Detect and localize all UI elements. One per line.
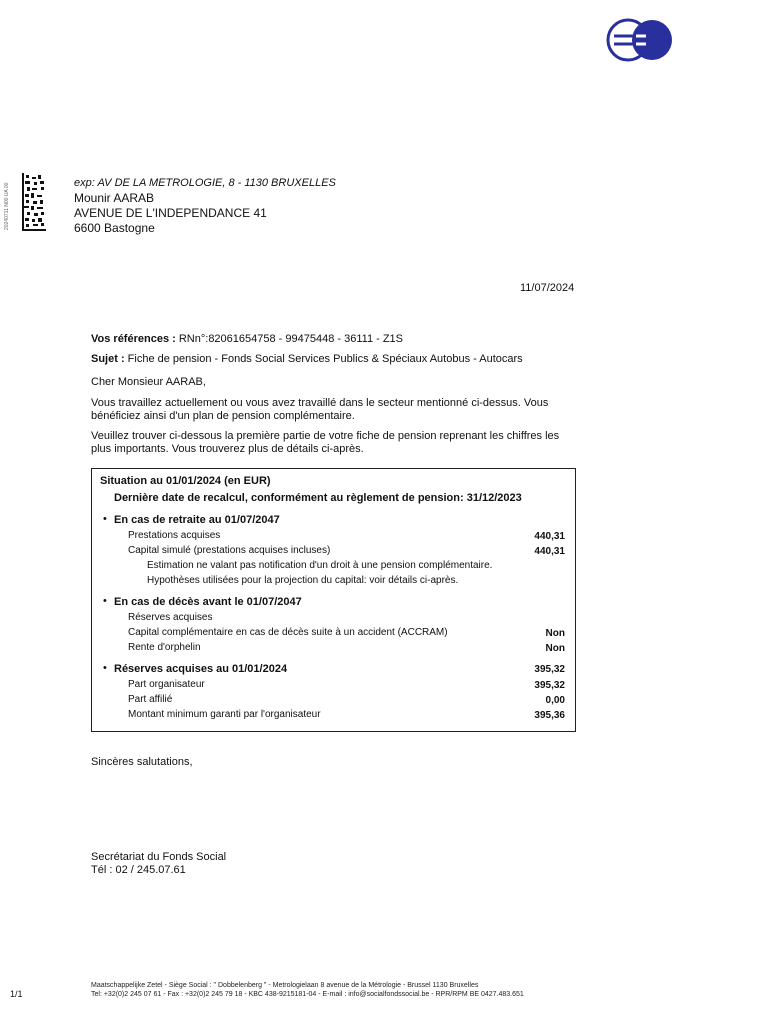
box-subtitle: Dernière date de recalcul, conformément au règlement de pension: 31/12/2023	[114, 492, 522, 504]
sender-address: exp: AV DE LA METROLOGIE, 8 - 1130 BRUXELLES	[74, 177, 336, 189]
company-logo	[606, 18, 674, 62]
subject-label: Sujet :	[91, 353, 125, 365]
section-reserves-heading: Réserves acquises au 01/01/2024	[114, 663, 288, 675]
page-footer	[91, 981, 524, 999]
simulated-capital-label: Capital simulé (prestations acquises incluses)	[128, 545, 331, 556]
bullet-icon: •	[103, 662, 107, 674]
box-title: Situation au 01/01/2024 (en EUR)	[100, 475, 271, 487]
hypotheses-note: Hypothèses utilisées pour la projection du capital: voir détails ci-après.	[147, 575, 459, 586]
orphan-rent-value: Non	[545, 643, 565, 654]
pension-summary-box	[91, 468, 576, 732]
page-number: 1/1	[10, 989, 23, 999]
datamatrix-code-label: 20240711 N00 UA 00	[4, 182, 10, 230]
acquired-benefits-value: 440,31	[534, 531, 565, 542]
paragraph-details: Veuillez trouver ci-dessous la première partie de votre fiche de pension reprenant les chiffres les plus importants. Vous trouverez plus de détails ci-après.	[91, 430, 560, 455]
orphan-rent-label: Rente d'orphelin	[128, 642, 201, 653]
references-label: Vos références :	[91, 333, 176, 345]
signature-phone: Tél : 02 / 245.07.61	[91, 864, 186, 876]
section-retirement-heading: En cas de retraite au 01/07/2047	[114, 514, 280, 526]
paragraph-intro: Vous travaillez actuellement ou vous avez travaillé dans le secteur mentionné ci-dessus. Vous bénéficiez ainsi d'un plan de pension complémentaire.	[91, 397, 549, 422]
estimation-note: Estimation ne valant pas notification d'un droit à une pension complémentaire.	[147, 560, 493, 571]
letter-date: 11/07/2024	[520, 282, 575, 294]
reserves-total-value: 395,32	[534, 664, 565, 675]
footer-contact: Tel: +32(0)2 245 07 61 - Fax : +32(0)2 245 79 18 - KBC 438-9215181-04 - E-mail : info@socialfondssocial.be - RPR/RPM BE 0427.483.651	[91, 991, 524, 998]
simulated-capital-value: 440,31	[534, 546, 565, 557]
accident-capital-value: Non	[545, 628, 565, 639]
datamatrix-code	[22, 173, 46, 231]
accident-capital-label: Capital complémentaire en cas de décès suite à un accident (ACCRAM)	[128, 627, 448, 638]
guaranteed-minimum-label: Montant minimum garanti par l'organisateur	[128, 709, 321, 720]
guaranteed-minimum-value: 395,36	[534, 710, 565, 721]
footer-address: Maatschappelijke Zetel - Siège Social : " Dobbelenberg " - Metrologielaan 8 avenue de la Métrologie - Brussel 1130 Bruxelles	[91, 982, 479, 989]
section-death-heading: En cas de décès avant le 01/07/2047	[114, 596, 302, 608]
bullet-icon: •	[103, 595, 107, 607]
acquired-benefits-label: Prestations acquises	[128, 530, 221, 541]
bullet-icon: •	[103, 513, 107, 525]
signature-block	[91, 851, 226, 877]
closing-greeting: Sincères salutations,	[91, 756, 193, 768]
member-share-label: Part affilié	[128, 694, 173, 705]
references-block	[91, 332, 523, 366]
organizer-share-value: 395,32	[534, 680, 565, 691]
address-block	[74, 176, 336, 236]
acquired-reserves-label: Réserves acquises	[128, 612, 213, 623]
recipient-street: AVENUE DE L'INDEPENDANCE 41	[74, 206, 267, 220]
organizer-share-label: Part organisateur	[128, 679, 205, 690]
salutation: Cher Monsieur AARAB,	[91, 376, 206, 388]
signature-name: Secrétariat du Fonds Social	[91, 851, 227, 863]
member-share-value: 0,00	[545, 695, 565, 706]
recipient-city: 6600 Bastogne	[74, 221, 155, 235]
recipient-name: Mounir AARAB	[74, 191, 155, 205]
references-value: RNn°:82061654758 - 99475448 - 36111 - Z1S	[175, 333, 404, 345]
subject-value: Fiche de pension - Fonds Social Services Publics & Spéciaux Autobus - Autocars	[124, 353, 523, 365]
